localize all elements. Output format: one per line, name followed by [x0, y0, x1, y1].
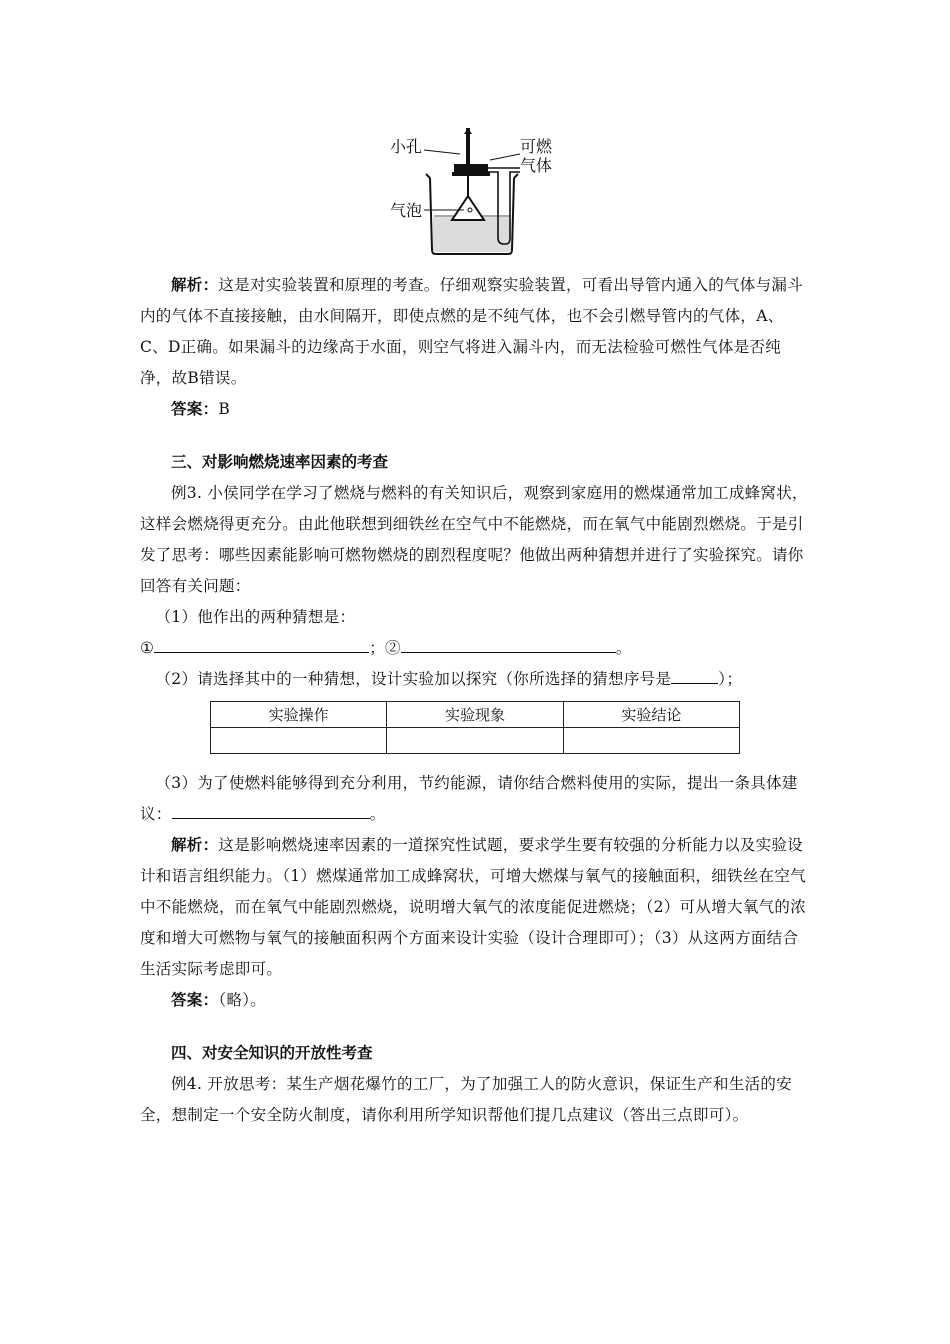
blank-guess-number[interactable] [671, 667, 718, 684]
section-4-heading: 四、对安全知识的开放性考查 [171, 1044, 373, 1062]
question-2-end: ）； [718, 670, 743, 688]
example-3-text: 小侯同学在学习了燃烧与燃料的有关知识后，观察到家庭用的燃煤通常加工成蜂窝状，这样会燃烧得更充分。由此他联想到细铁丝在空气中不能燃烧，而在氧气中能剧烈燃烧。于是引发了思考：哪些因素能影响可燃物燃烧的剧烈程度呢？他做出两种猜想并进行了实验探究。请你回答有关问题： [140, 484, 808, 595]
question-2 [140, 664, 810, 695]
header-conclusion: 实验结论 [563, 702, 739, 728]
blank-suggestion[interactable] [172, 802, 370, 819]
table-header-row [211, 702, 740, 728]
apparatus-figure [390, 128, 570, 258]
label-hole: 小孔 [390, 137, 423, 156]
question-1-blanks [140, 633, 810, 664]
document-body [140, 270, 810, 1131]
table-row [211, 728, 740, 754]
analysis-3-text: 这是影响燃烧速率因素的一道探究性试题，要求学生要有较强的分析能力以及实验设计和语言组织能力。（1）燃煤通常加工成蜂窝状，可增大燃煤与氧气的接触面积，细铁丝在空气中不能燃烧，而在氧气中能剧烈燃烧，说明增大氧气的浓度能促进燃烧；（2）可从增大氧气的浓度和增大可燃物与氧气的接触面积两个方面来设计实验（设计合理即可）；（3）从这两方面结合生活实际考虑即可。 [140, 836, 807, 978]
answer-3 [140, 985, 810, 1016]
mark-2: ；② [369, 639, 401, 657]
cell-operation[interactable] [211, 728, 387, 754]
blank-guess-2[interactable] [401, 636, 616, 653]
label-bubble: 气泡 [390, 201, 423, 220]
apparatus-diagram [390, 128, 570, 258]
answer-3-label: 答案： [171, 991, 219, 1009]
section-3-heading: 三、对影响燃烧速率因素的考查 [171, 453, 389, 471]
question-3-end: 。 [369, 805, 386, 823]
cell-conclusion[interactable] [563, 728, 739, 754]
header-operation: 实验操作 [211, 702, 387, 728]
example-3-label: 例3. [171, 484, 203, 502]
question-3 [140, 768, 810, 830]
answer-1-label: 答案： [171, 400, 219, 418]
answer-1 [140, 394, 810, 425]
example-3 [140, 478, 810, 602]
analysis-1-label: 解析： [171, 276, 219, 294]
question-3-text: （3）为了使燃料能够得到充分利用，节约能源，请你结合燃料使用的实际，提出一条具体建议： [140, 774, 798, 823]
mark-1: ① [140, 639, 155, 657]
analysis-1-text: 这是对实验装置和原理的考查。仔细观察实验装置，可看出导管内通入的气体与漏斗内的气体不直接接触，由水间隔开，即使点燃的是不纯气体，也不会引燃导管内的气体，A、C、D正确。如果漏斗的边缘高于水面，则空气将进入漏斗内，而无法检验可燃性气体是否纯净，故B错误。 [140, 276, 804, 387]
question-1: （1）他作出的两种猜想是： [155, 608, 356, 626]
analysis-3 [140, 830, 810, 985]
answer-1-text: B [218, 400, 231, 418]
example-4: 例4. 开放思考：某生产烟花爆竹的工厂，为了加强工人的防火意识，保证生产和生活的安全，想制定一个安全防火制度，请你利用所学知识帮他们提几点建议（答出三点即可）。 [140, 1075, 793, 1124]
cell-phenomenon[interactable] [387, 728, 563, 754]
answer-3-text: （略）。 [218, 991, 267, 1009]
experiment-table [210, 701, 740, 754]
blank-guess-1[interactable] [154, 636, 369, 653]
analysis-1 [140, 270, 810, 394]
header-phenomenon: 实验现象 [387, 702, 563, 728]
label-gas-2: 气体 [520, 156, 553, 175]
question-2-text: （2）请选择其中的一种猜想，设计实验加以探究（你所选择的猜想序号是 [155, 670, 672, 688]
label-gas-1: 可燃 [520, 137, 553, 156]
q1-end: 。 [615, 639, 632, 657]
analysis-3-label: 解析： [171, 836, 219, 854]
